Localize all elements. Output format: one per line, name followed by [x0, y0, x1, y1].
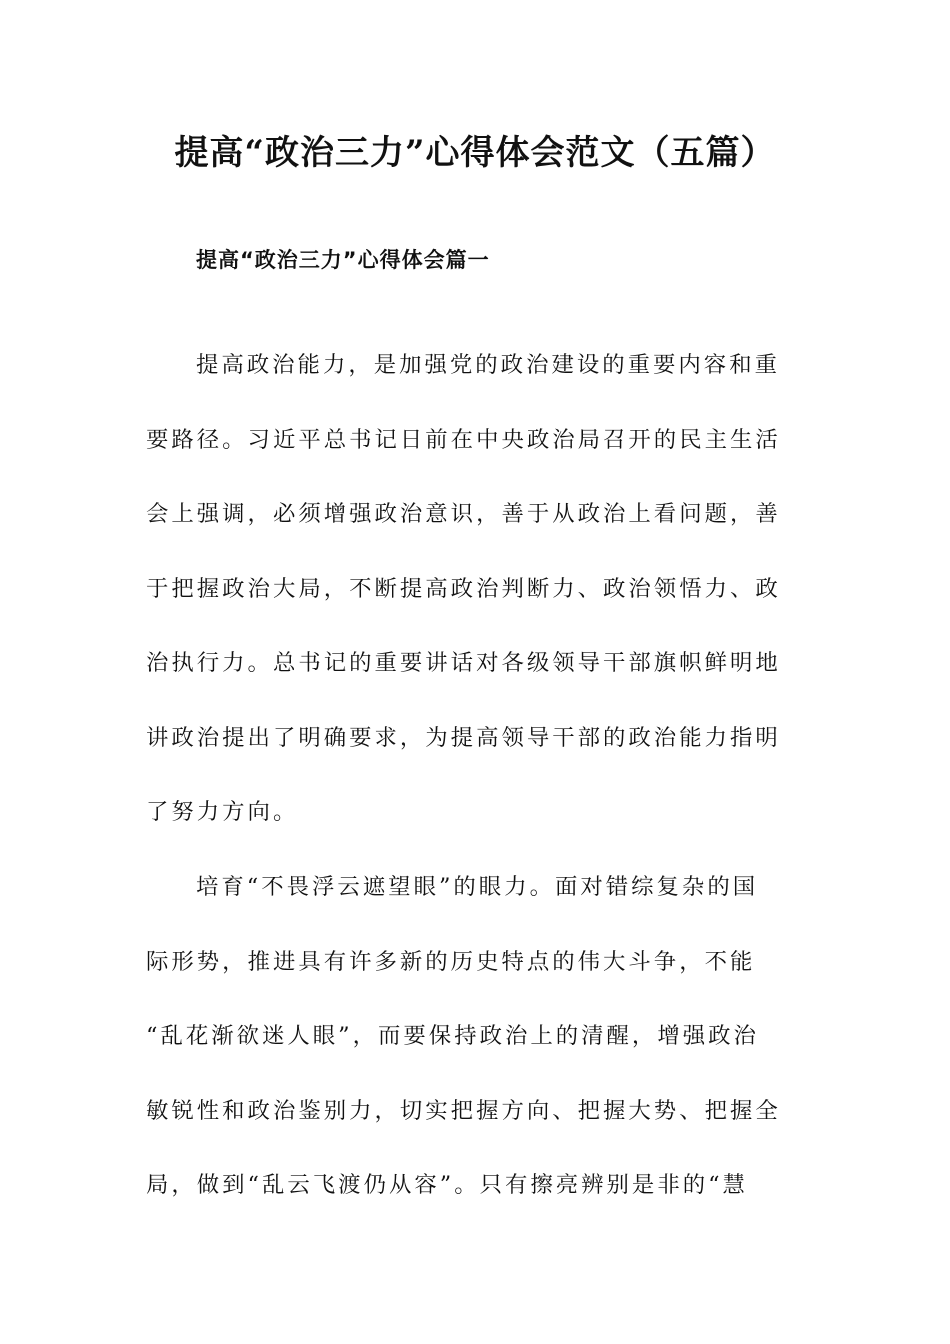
section-heading: 提高“政治三力”心得体会篇一 — [196, 248, 490, 272]
paragraph-line: 治执行力。总书记的重要讲话对各级领导干部旗帜鲜明地 — [146, 650, 781, 676]
paragraph-line: 要路径。习近平总书记日前在中央政治局召开的民主生活 — [146, 426, 781, 453]
paragraph-line: 讲政治提出了明确要求，为提高领导干部的政治能力指明 — [146, 724, 781, 751]
document-title: 提高“政治三力”心得体会范文（五篇） — [174, 133, 776, 173]
paragraph-line: 培育“不畏浮云遮望眼”的眼力。面对错综复杂的国 — [196, 874, 759, 900]
paragraph-1 — [146, 328, 786, 850]
paragraph-line: 提高政治能力，是加强党的政治建设的重要内容和重 — [196, 352, 780, 378]
paragraph-line: 际形势，推进具有许多新的历史特点的伟大斗争，不能 — [146, 948, 756, 975]
paragraph-2 — [146, 850, 786, 1223]
paragraph-line: 了努力方向。 — [146, 799, 299, 825]
paragraph-line: 会上强调，必须增强政治意识，善于从政治上看问题，善 — [146, 501, 781, 527]
paragraph-line: 局，做到“乱云飞渡仍从容”。只有擦亮辨别是非的“慧 — [146, 1172, 748, 1198]
paragraph-line: 于把握政治大局，不断提高政治判断力、政治领悟力、政 — [146, 575, 781, 602]
paragraph-line: “乱花渐欲迷人眼”，而要保持政治上的清醒，增强政治 — [146, 1023, 759, 1049]
paragraph-line: 敏锐性和政治鉴别力，切实把握方向、把握大势、把握全 — [146, 1097, 781, 1124]
